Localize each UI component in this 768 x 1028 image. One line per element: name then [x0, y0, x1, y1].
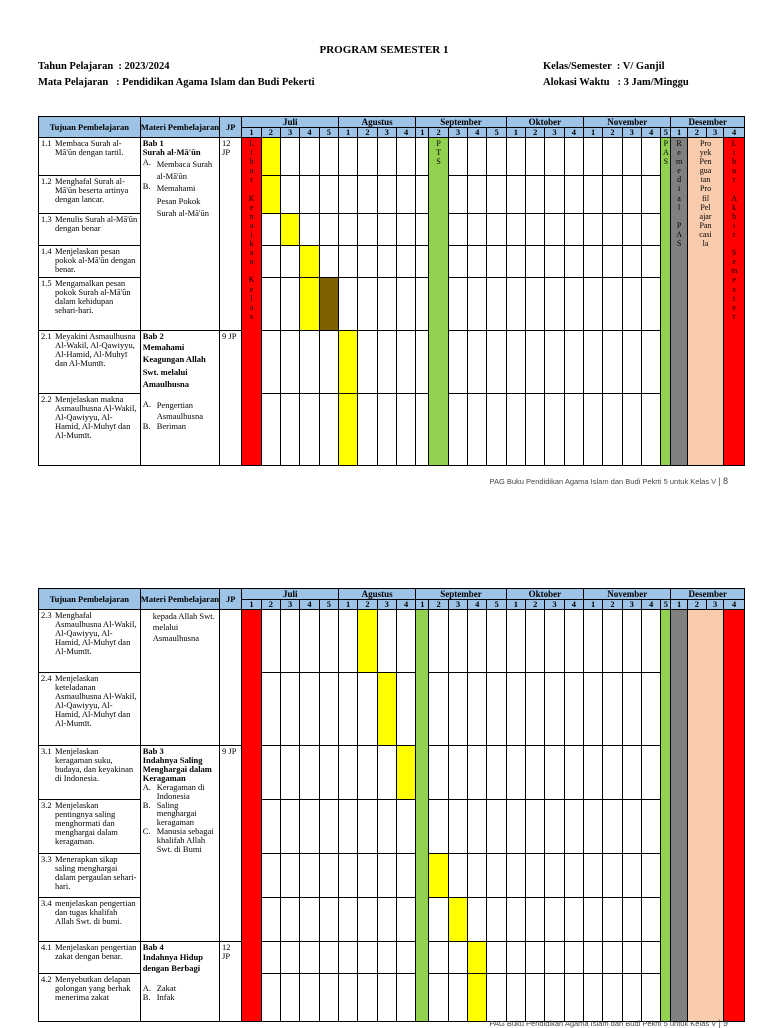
- vertical-text-char: a: [249, 220, 254, 230]
- week-header: 1: [416, 600, 429, 610]
- week-header: 4: [468, 128, 487, 138]
- vertical-text-char: u: [732, 166, 737, 176]
- tp-1-2: 1.2 Menghafal Surah al-Mā'ūn beserta artinya dengan lancar.: [39, 176, 141, 214]
- vertical-text-char: ajar: [699, 211, 712, 221]
- vertical-text-char: Pel: [700, 202, 711, 212]
- week-header: 2: [526, 600, 545, 610]
- tp-3-4: 3.4 menjelaskan pengertian dan tugas khalifah Allah Swt. di bumi.: [39, 898, 141, 942]
- tahun-pelajaran: Tahun Pelajaran : 2023/2024: [38, 61, 170, 72]
- kelas-semester: Kelas/Semester : V/ Ganjil: [543, 61, 665, 72]
- vertical-text-char: e: [732, 275, 736, 285]
- header-tujuan: Tujuan Pembelajaran: [39, 589, 141, 610]
- pas-column: [661, 138, 671, 466]
- mata-pelajaran: Mata Pelajaran : Pendidikan Agama Islam dan Budi Pekerti: [38, 77, 315, 88]
- vertical-text-char: s: [732, 284, 736, 294]
- program-table-page-2: [38, 588, 745, 1022]
- month-november: November: [583, 117, 670, 128]
- tp-1-3: 1.3 Menulis Surah al-Mā'ūn dengan benar: [39, 214, 141, 246]
- vertical-text-char: k: [249, 239, 254, 249]
- week-header: 1: [339, 600, 358, 610]
- vertical-text-char: t: [733, 293, 736, 303]
- month-november: November: [583, 589, 670, 600]
- vertical-text-char: d: [677, 175, 682, 185]
- week-header: 2: [358, 128, 377, 138]
- header-materi: Materi Pembelajaran: [140, 589, 219, 610]
- vertical-text-char: L: [249, 139, 254, 148]
- vertical-text-char: b: [732, 157, 737, 167]
- month-oktober: Oktober: [506, 589, 583, 600]
- vertical-text-char: fil: [701, 193, 710, 203]
- program-table-page-1: [38, 116, 745, 466]
- vertical-text-char: S: [663, 157, 669, 167]
- vertical-text-char: n: [249, 257, 254, 267]
- vertical-text-char: l: [677, 202, 681, 212]
- week-header: 4: [300, 600, 319, 610]
- week-header: 4: [396, 128, 415, 138]
- vertical-text-char: S: [676, 239, 682, 249]
- vertical-text-char: yek: [699, 148, 712, 158]
- materi-bab-4: Bab 4 Indahnya Hidup dengan Berbagi A. Zakat B. Infak: [140, 942, 219, 1022]
- vertical-text-char: gua: [699, 166, 712, 176]
- vertical-text-char: [242, 266, 260, 275]
- tp-3-3: 3.3 Menerapkan sikap saling menghargai dalam pergaulan sehari-hari.: [39, 854, 141, 898]
- vertical-text-char: e: [249, 284, 254, 294]
- proyek-column: [687, 610, 724, 1022]
- week-header: 2: [687, 128, 706, 138]
- vertical-text-char: b: [249, 157, 254, 167]
- vertical-text-char: i: [250, 229, 253, 239]
- vertical-text-char: L: [731, 139, 737, 148]
- week-header: 1: [242, 128, 261, 138]
- week-header: 4: [300, 128, 319, 138]
- vertical-text-char: Pro: [699, 139, 712, 148]
- vertical-text-char: r: [732, 229, 736, 239]
- tp-4-1: 4.1 Menjelaskan pengertian zakat dengan benar.: [39, 942, 141, 974]
- week-header: 2: [526, 128, 545, 138]
- tp-1-5: 1.5 Mengamalkan pesan pokok Surah al-Mā'ūn dalam kehidupan sehari-hari.: [39, 278, 141, 331]
- vertical-text-char: R: [676, 139, 682, 148]
- vertical-text-char: A: [731, 193, 738, 203]
- week-header: 4: [724, 128, 745, 138]
- tp-2-4: 2.4 Menjelaskan keteladanan Asmaulhusna Al-Wakil, Al-Qawiyyu, Al-Hamid, Al-Muhyī dan Al-Mumīt.: [39, 673, 141, 746]
- vertical-text-char: la: [702, 239, 709, 249]
- jp-bab-4: 12 JP: [220, 942, 242, 1022]
- week-header: 2: [429, 128, 448, 138]
- pts-column: [416, 610, 429, 1022]
- week-header: 3: [281, 128, 300, 138]
- week-header: 2: [358, 600, 377, 610]
- footer-page-8: PAG Buku Pendidikan Agama Islam dan Budi Pekrti 5 untuk Kelas V | 8: [489, 476, 728, 486]
- pas-column: [661, 610, 671, 1022]
- week-header: 1: [416, 128, 429, 138]
- jp-bab-1: 12 JP: [220, 138, 242, 331]
- vertical-text-char: K: [248, 275, 255, 285]
- vertical-text-char: s: [249, 311, 254, 321]
- week-header: 4: [564, 128, 583, 138]
- vertical-text-char: i: [250, 148, 253, 158]
- week-header: 2: [603, 600, 622, 610]
- materi-bab-2-lanjutan: kepada Allah Swt. melalui Asmaulhusna: [140, 610, 219, 746]
- week-header: 2: [687, 600, 706, 610]
- vertical-text-char: A: [662, 148, 669, 158]
- tp-1-1: 1.1 Membaca Surah al-Mā'ūn dengan tartil.: [39, 138, 141, 176]
- tp-2-1: 2.1 Meyakini Asmaulhusna Al-Wakil, Al-Qawiyyu, Al-Hamid, Al-Muhyī dan Al-Mumīt.: [39, 331, 141, 394]
- vertical-text-char: u: [249, 166, 254, 176]
- week-header: 2: [261, 600, 280, 610]
- materi-bab-2: Bab 2 Memahami Keagungan Allah Swt. melalui Amaulhusna A. Pengertian Asmaulhusna B. Beriman: [140, 331, 219, 466]
- alokasi-waktu: Alokasi Waktu : 3 Jam/Minggu: [543, 77, 689, 88]
- week-header: 5: [319, 128, 338, 138]
- vertical-text-char: l: [250, 293, 253, 303]
- vertical-text-char: Pen: [699, 157, 712, 167]
- vertical-text-char: Pro: [699, 184, 712, 194]
- week-header: 3: [707, 600, 724, 610]
- month-juli: Juli: [242, 117, 339, 128]
- page-title: PROGRAM SEMESTER 1: [319, 44, 449, 56]
- vertical-text-char: a: [249, 248, 254, 258]
- week-header: 3: [707, 128, 724, 138]
- month-agustus: Agustus: [339, 589, 416, 600]
- tp-3-2: 3.2 Menjelaskan pentingnya saling menghormati dan menghargai dalam keragaman.: [39, 800, 141, 854]
- vertical-text-char: casi: [699, 229, 712, 239]
- week-header: 3: [622, 600, 641, 610]
- header-materi: Materi Pembelajaran: [140, 117, 219, 138]
- week-header: 1: [506, 600, 525, 610]
- week-header: 3: [448, 128, 467, 138]
- vertical-text-char: i: [733, 220, 736, 230]
- week-header: 3: [622, 128, 641, 138]
- footer-page-9: PAG Buku Pendidikan Agama Islam dan Budi Pekrti 5 untuk Kelas V | 9: [489, 1018, 728, 1028]
- vertical-text-char: i: [677, 184, 681, 194]
- month-desember: Desember: [671, 589, 745, 600]
- week-header: 5: [487, 128, 506, 138]
- week-header: 4: [724, 600, 745, 610]
- vertical-text-char: r: [732, 311, 736, 321]
- week-header: 2: [603, 128, 622, 138]
- vertical-text-char: S: [731, 248, 737, 258]
- week-header: 5: [319, 600, 338, 610]
- vertical-text-char: P: [676, 220, 682, 230]
- week-header: 1: [583, 600, 602, 610]
- week-header: 1: [671, 600, 687, 610]
- vertical-text-char: K: [248, 193, 255, 203]
- week-header: 5: [661, 128, 671, 138]
- materi-bab-1: Bab 1 Surah al-Mā'ūn A. Membaca Surah al-Mā'ūn B. Memahami Pesan Pokok Surah al-Mā'ūn: [140, 138, 219, 331]
- vertical-text-char: n: [249, 211, 254, 221]
- vertical-text-char: e: [677, 166, 681, 176]
- jp-bab-3: 9 JP: [220, 746, 242, 942]
- vertical-text-char: i: [733, 148, 736, 158]
- week-header: 2: [261, 128, 280, 138]
- vertical-text-char: m: [675, 157, 683, 167]
- vertical-text-char: a: [677, 193, 681, 203]
- libur-kenaikan-kelas: [242, 138, 261, 466]
- vertical-text-char: m: [731, 266, 738, 276]
- week-header: 3: [281, 600, 300, 610]
- vertical-text-char: k: [732, 202, 737, 212]
- month-oktober: Oktober: [506, 117, 583, 128]
- week-header: 4: [468, 600, 487, 610]
- vertical-text-char: e: [249, 202, 254, 212]
- tp-2-3: 2.3 Menghafal Asmaulhusna Al-Wakil, Al-Qawiyyu, Al-Hamid, Al-Muhyī dan Al-Mumīt.: [39, 610, 141, 673]
- vertical-text-char: e: [677, 148, 681, 158]
- month-september: September: [416, 117, 506, 128]
- vertical-text-char: [724, 184, 744, 193]
- vertical-text-char: r: [732, 175, 736, 185]
- week-header: 4: [641, 128, 660, 138]
- month-desember: Desember: [671, 117, 745, 128]
- vertical-text-char: e: [732, 257, 736, 267]
- tp-1-4: 1.4 Menjelaskan pesan pokok al-Mā'ūn dengan benar.: [39, 246, 141, 278]
- month-juli: Juli: [242, 589, 339, 600]
- week-header: 1: [583, 128, 602, 138]
- week-header: 1: [506, 128, 525, 138]
- vertical-text-char: P: [663, 139, 669, 148]
- week-header: 5: [661, 600, 671, 610]
- vertical-text-char: Pan: [699, 220, 712, 230]
- month-september: September: [416, 589, 506, 600]
- libur-column: [242, 610, 261, 1022]
- libur-akhir-column: [724, 610, 745, 1022]
- vertical-text-char: r: [250, 175, 253, 185]
- vertical-text-char: P: [436, 139, 441, 148]
- week-header: 3: [545, 128, 564, 138]
- proyek-p5-column: [687, 138, 724, 466]
- remedial-column: [671, 610, 687, 1022]
- week-header: 1: [242, 600, 261, 610]
- jp-bab-2: 9 JP: [220, 331, 242, 466]
- vertical-text-char: h: [732, 211, 737, 221]
- vertical-text-char: [671, 212, 686, 221]
- week-header: 3: [545, 600, 564, 610]
- week-header: 1: [671, 128, 687, 138]
- month-agustus: Agustus: [339, 117, 416, 128]
- vertical-text-char: T: [436, 148, 442, 158]
- vertical-text-char: a: [249, 302, 254, 312]
- materi-bab-3: Bab 3 Indahnya Saling Menghargai dalam Keragaman A. Keragaman di Indonesia B. Saling menghargai keragaman C. Manusia sebagai khalifah Allah Swt. di Bumi: [140, 746, 219, 942]
- week-header: 4: [641, 600, 660, 610]
- tp-2-2: 2.2 Menjelaskan makna Asmaulhusna Al-Wakil, Al-Qawiyyu, Al-Hamid, Al-Muhyī dan Al-Mumīt.: [39, 394, 141, 466]
- header-jp: JP: [220, 589, 242, 610]
- week-header: 1: [339, 128, 358, 138]
- week-header: 3: [448, 600, 467, 610]
- vertical-text-char: e: [732, 302, 736, 312]
- pts-column: [429, 138, 448, 466]
- week-header: 3: [377, 600, 396, 610]
- header-tujuan: Tujuan Pembelajaran: [39, 117, 141, 138]
- vertical-text-char: [242, 184, 260, 193]
- libur-akhir-semester: [724, 138, 745, 466]
- vertical-text-char: tan: [700, 175, 711, 185]
- header-jp: JP: [220, 117, 242, 138]
- vertical-text-char: [724, 239, 744, 248]
- remedial-pas-column: [671, 138, 687, 466]
- week-header: 3: [377, 128, 396, 138]
- week-header: 2: [429, 600, 448, 610]
- week-header: 5: [487, 600, 506, 610]
- tp-3-1: 3.1 Menjelaskan keragaman suku, budaya, dan keyakinan di Indonesia.: [39, 746, 141, 800]
- vertical-text-char: A: [676, 229, 682, 239]
- tp-4-2: 4.2 Menyebutkan delapan golongan yang berhak menerima zakat: [39, 974, 141, 1022]
- vertical-text-char: S: [436, 157, 441, 167]
- week-header: 4: [396, 600, 415, 610]
- week-header: 4: [564, 600, 583, 610]
